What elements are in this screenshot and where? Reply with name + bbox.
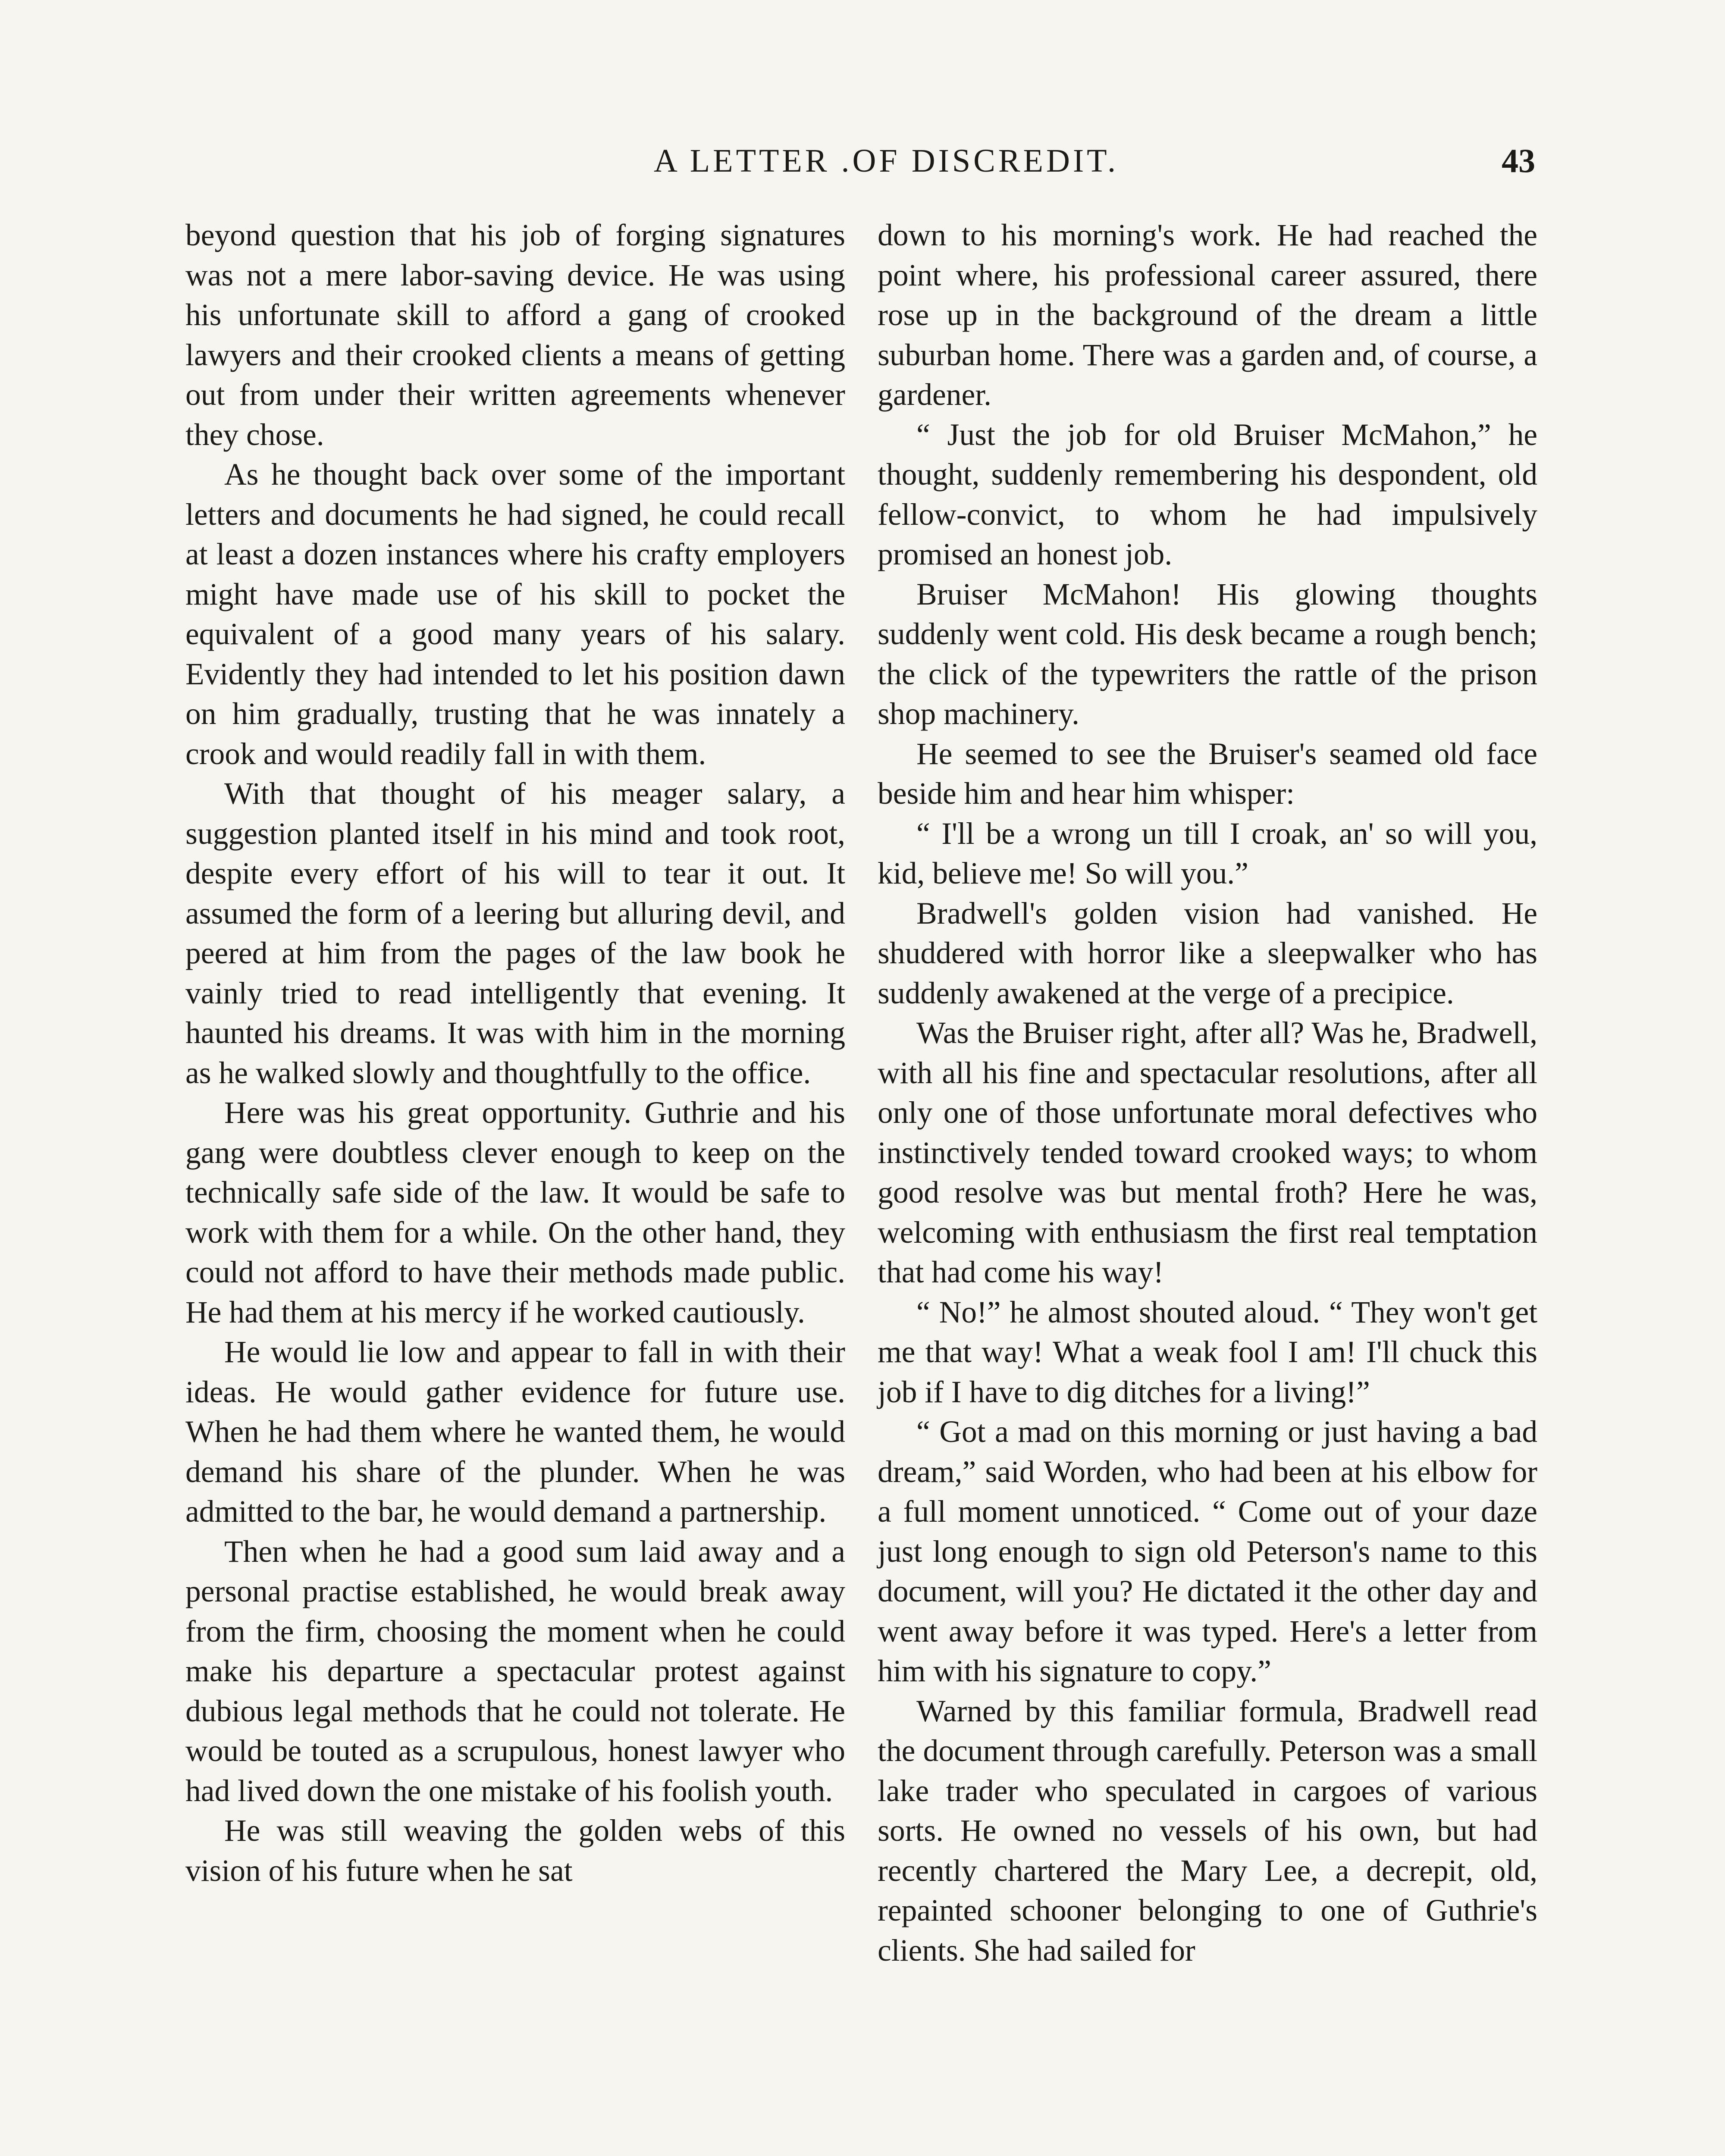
paragraph: Here was his great opportunity. Guthrie and his gang were doubtless clever enough to keep on the technically safe side of the law. It would be safe to work with them for a while. On the other hand, they could not afford to have their methods made public. He had them at his mercy if he worked cautiously. [185,1096,845,1329]
paragraph: down to his morning's work. He had reached the point where, his professional career assured, there rose up in the background of the dream a little suburban home. There was a garden and, of course, a gardener. [878,218,1537,412]
paragraph: He would lie low and appear to fall in with their ideas. He would gather evidence for future use. When he had them where he wanted them, he would demand his share of the plunder. When he was admitted to the bar, he would demand a partnership. [185,1335,845,1529]
paragraph: “ Just the job for old Bruiser McMahon,” he thought, suddenly remembering his despondent, old fellow-convict, to whom he had impulsively promised an honest job. [878,417,1537,571]
paragraph: Bradwell's golden vision had vanished. He shuddered with horror like a sleepwalker who has suddenly awakened at the verge of a precipice. [878,896,1537,1010]
running-title: A LETTER .OF DISCREDIT. [654,143,1119,179]
right-column [878,216,1537,1971]
paragraph: beyond question that his job of forging signatures was not a mere labor-saving device. He was using his unfortunate skill to afford a gang of crooked lawyers and their crooked clients a means of getting out from under their written agreements whenever they chose. [185,218,845,452]
paragraph: “ No!” he almost shouted aloud. “ They won't get me that way! What a weak fool I am! I'll chuck this job if I have to dig ditches for a living!” [878,1295,1537,1409]
paragraph: Then when he had a good sum laid away and a personal practise established, he would break away from the firm, choosing the moment when he could make his departure a spectacular protest against dubious legal methods that he could not tolerate. He would be touted as a scrupulous, honest lawyer who had lived down the one mistake of his foolish youth. [185,1534,845,1808]
left-column [185,216,845,1891]
paragraph: He was still weaving the golden webs of this vision of his future when he sat [185,1814,845,1888]
paragraph: Bruiser McMahon! His glowing thoughts suddenly went cold. His desk became a rough bench; the click of the typewriters the rattle of the prison shop machinery. [878,577,1537,731]
paragraph: As he thought back over some of the important letters and documents he had signed, he could recall at least a dozen instances where his crafty employers might have made use of his skill to pocket the equivalent of a good many years of his salary. Evidently they had intended to let his position dawn on him gradually, trusting that he was innately a crook and would readily fall in with them. [185,458,845,771]
paragraph: “ I'll be a wrong un till I croak, an' so will you, kid, believe me! So will you.” [878,816,1537,890]
paragraph: “ Got a mad on this morning or just having a bad dream,” said Worden, who had been at his elbow for a full moment unnoticed. “ Come out of your daze just long enough to sign old Peterson's name to this document, will you? He dictated it the other day and went away before it was typed. Here's a letter from him with his signature to copy.” [878,1415,1537,1688]
paragraph: Warned by this familiar formula, Bradwell read the document through carefully. Peterson was a small lake trader who speculated in cargoes of various sorts. He owned no vessels of his own, but had recently chartered the Mary Lee, a decrepit, old, repainted schooner belonging to one of Guthrie's clients. She had sailed for [878,1694,1537,1968]
paragraph: He seemed to see the Bruiser's seamed old face beside him and hear him whisper: [878,736,1537,811]
page-number: 43 [1502,142,1535,179]
running-head [185,137,1535,185]
paragraph: Was the Bruiser right, after all? Was he, Bradwell, with all his fine and spectacular resolutions, after all only one of those unfortunate moral defectives who instinctively tended toward crooked ways; to whom good resolve was but mental froth? Here he was, welcoming with enthusiasm the first real temptation that had come his way! [878,1016,1537,1289]
paragraph: With that thought of his meager salary, a suggestion planted itself in his mind and took root, despite every effort of his will to tear it out. It assumed the form of a leering but alluring devil, and peered at him from the pages of the law book he vainly tried to read intelligently that evening. It haunted his dreams. It was with him in the morning as he walked slowly and thoughtfully to the office. [185,777,845,1090]
